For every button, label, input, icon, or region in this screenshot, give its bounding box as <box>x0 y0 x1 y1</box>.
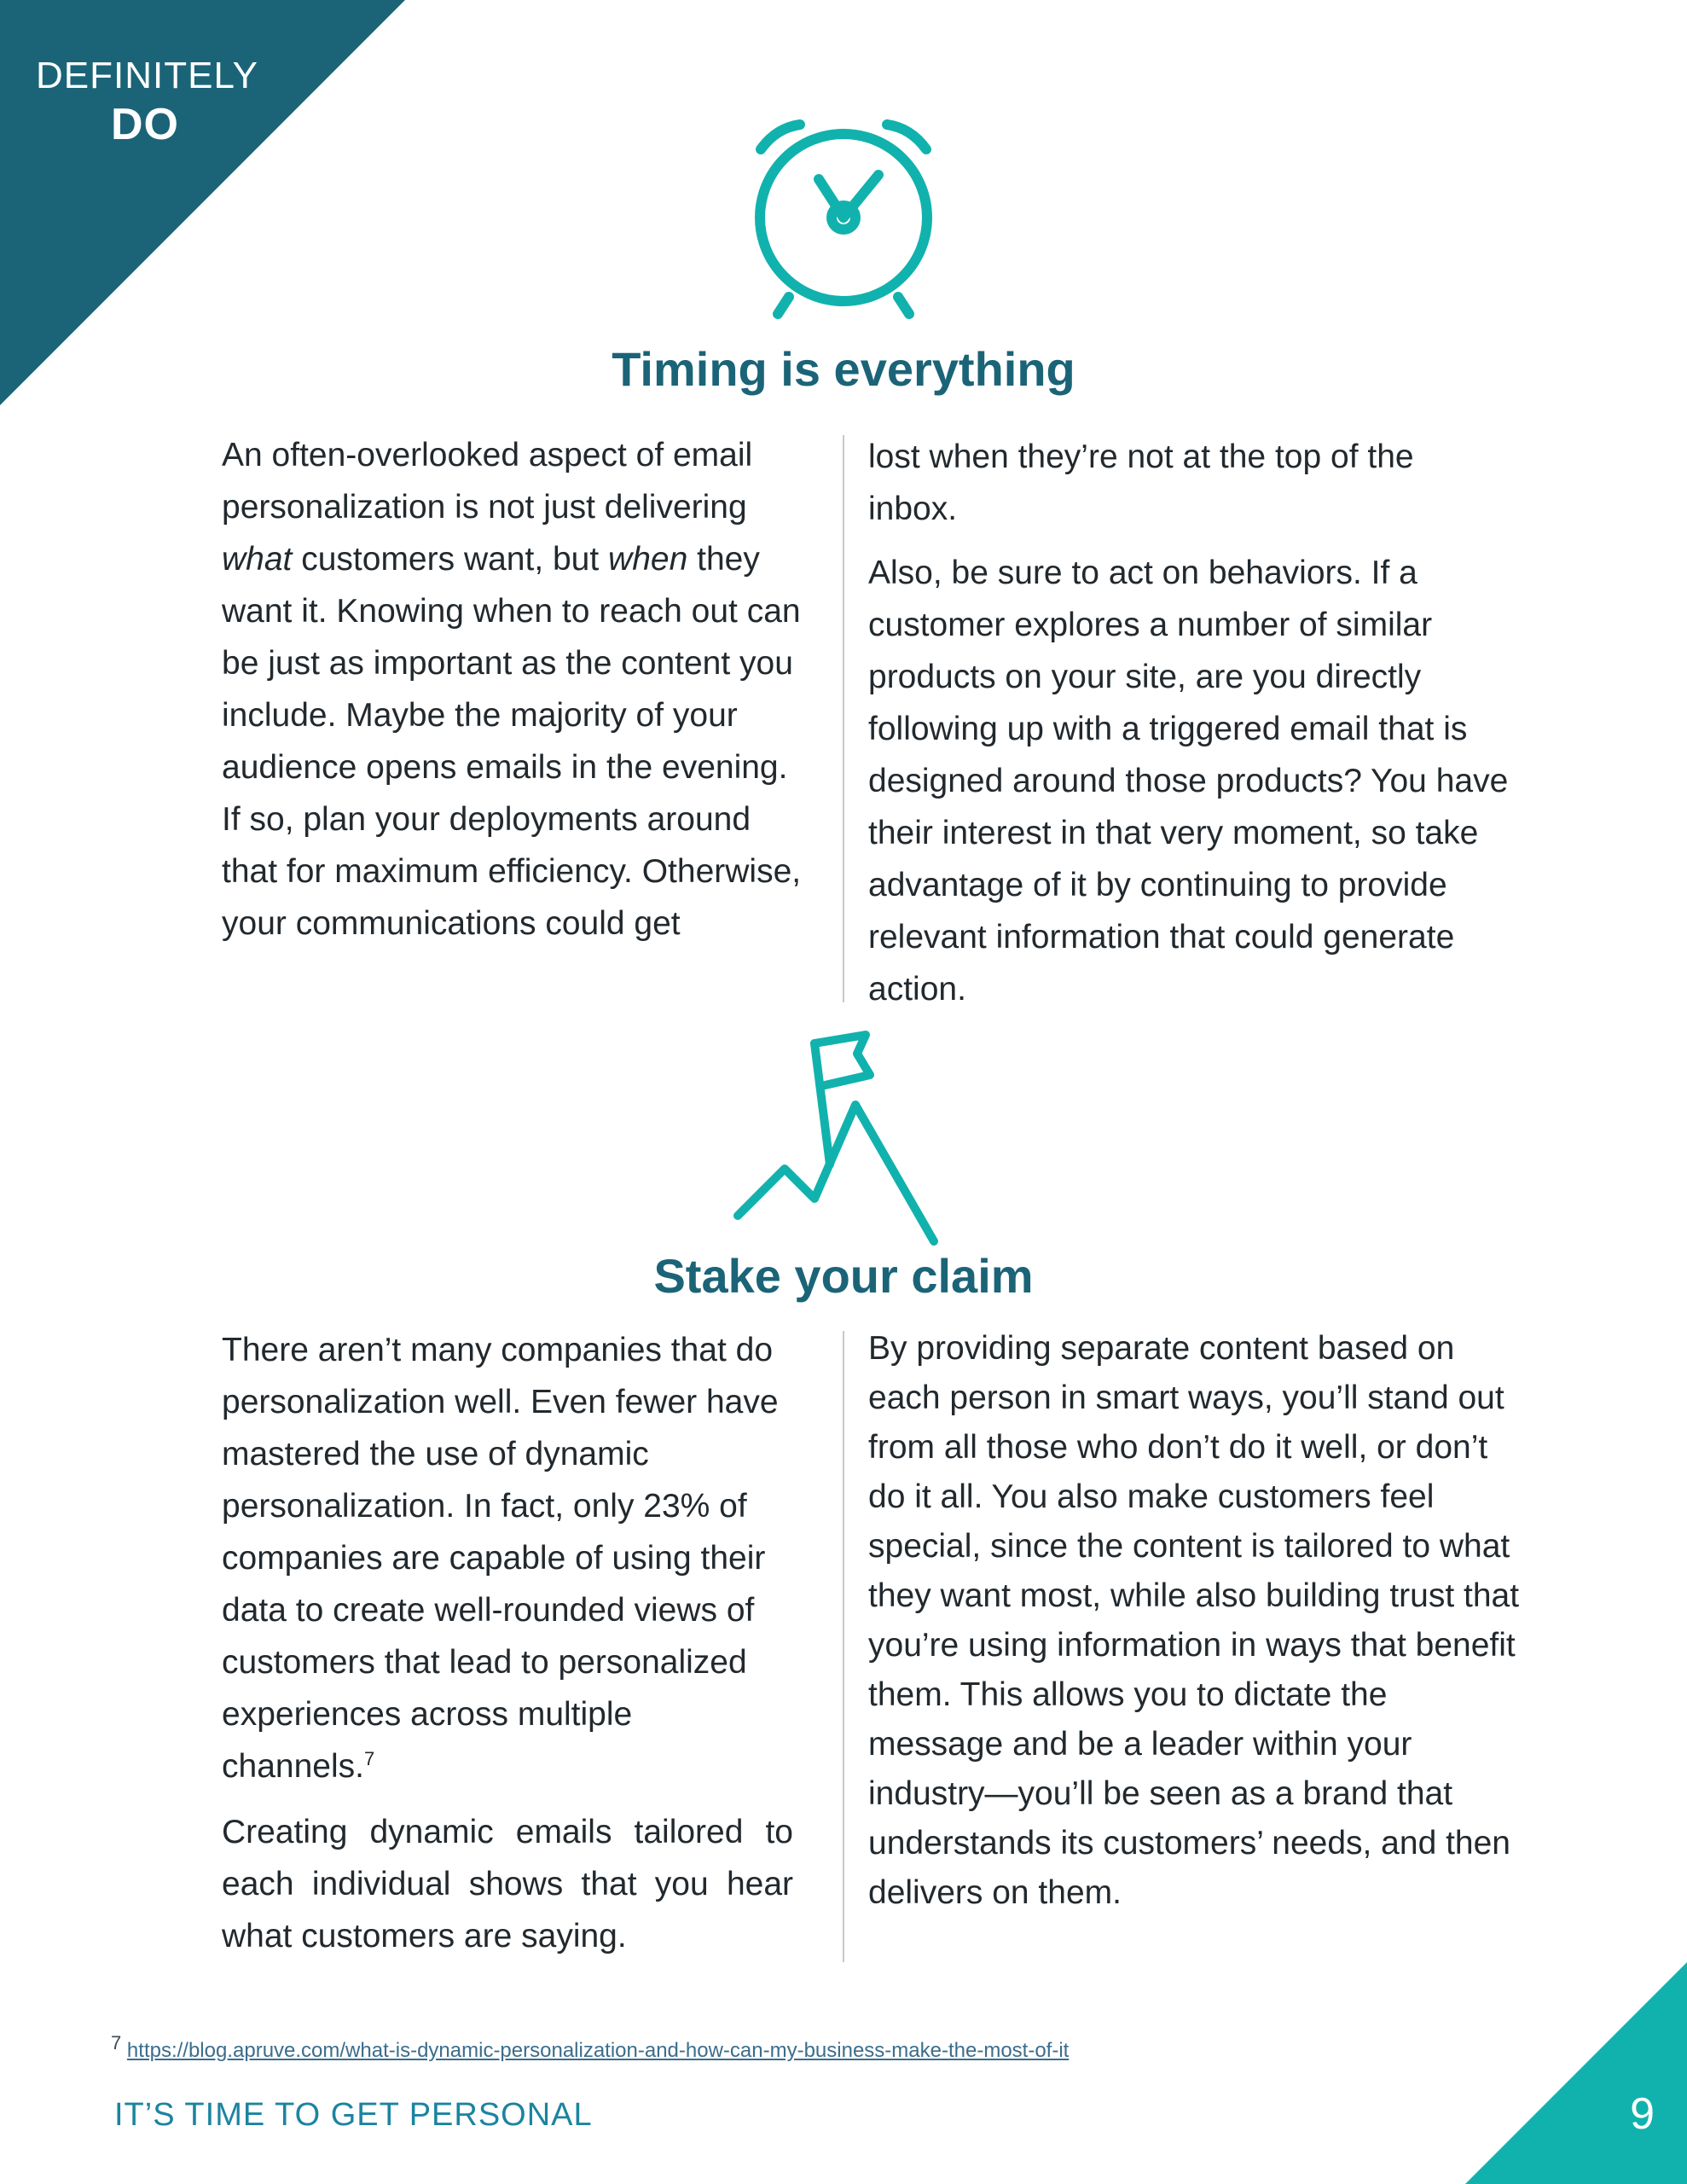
footnote-marker: 7 <box>111 2032 122 2053</box>
timing-left-text-3: they want it. Knowing when to reach out can be just as important as the content you include. Maybe the majority of your audience opens emails in the evening. If so, plan your deployments around that for maximum efficiency. Otherwise, your communications could get <box>222 541 802 942</box>
footnote-reference: 7 <box>363 1748 375 1769</box>
stake-right-paragraph-1: By providing separate content based on each person in smart ways, you’ll stand out from all those who don’t do it well, or don’t do it all. You also make customers feel special, since the content is tailored to what they want most, while also building trust that you’re using information in ways that benefit them. This allows you to dictate the message and be a leader within your industry—you’ll be seen as a brand that understands its customers’ needs, and then delivers on them. <box>868 1330 1520 1911</box>
page-number: 9 <box>1630 2089 1655 2139</box>
mountain-flag-icon <box>729 1028 942 1250</box>
corner-label-do: DO <box>111 100 179 149</box>
timing-left-emphasis-when: when <box>608 541 688 578</box>
stake-right-column <box>868 1324 1525 1930</box>
timing-left-text-1: An often-overlooked aspect of email personalization is not just delivering <box>222 437 753 526</box>
stake-left-paragraph-2: Creating dynamic emails tailored to each individual shows that you hear what customers are saying. <box>222 1814 793 1955</box>
timing-left-emphasis-what: what <box>222 541 293 578</box>
timing-column-divider <box>843 435 844 1002</box>
section-title-timing: Timing is everything <box>612 342 1075 396</box>
section-title-stake: Stake your claim <box>653 1249 1034 1303</box>
footnote <box>111 2032 1070 2063</box>
corner-label-definitely: DEFINITELY <box>36 55 259 96</box>
timing-right-column <box>868 431 1525 1027</box>
stake-left-column <box>222 1324 793 1974</box>
stake-column-divider <box>843 1331 844 1962</box>
timing-right-paragraph-1: lost when they’re not at the top of the inbox. <box>868 439 1414 527</box>
stake-left-paragraph-1: There aren’t many companies that do personalization well. Even fewer have mastered the use of dynamic personalization. In fact, only 23% of companies are capable of using their data to create well-rounded views of customers that lead to personalized experiences across multiple channels. <box>222 1332 779 1785</box>
footer-title: IT’S TIME TO GET PERSONAL <box>114 2097 593 2133</box>
corner-page-tab <box>1465 1962 1687 2184</box>
footnote-link[interactable]: https://blog.apruve.com/what-is-dynamic-personalization-and-how-can-my-business-make-the-most-of-it <box>126 2039 1070 2062</box>
timing-left-text-2: customers want, but <box>292 541 609 578</box>
alarm-clock-icon <box>742 119 947 333</box>
timing-right-paragraph-2: Also, be sure to act on behaviors. If a customer explores a number of similar products on your site, are you directly following up with a triggered email that is designed around those products? You have their interest in that very moment, so take advantage of it by continuing to provide relevant information that could generate action. <box>868 555 1509 1008</box>
timing-left-column <box>222 429 802 961</box>
